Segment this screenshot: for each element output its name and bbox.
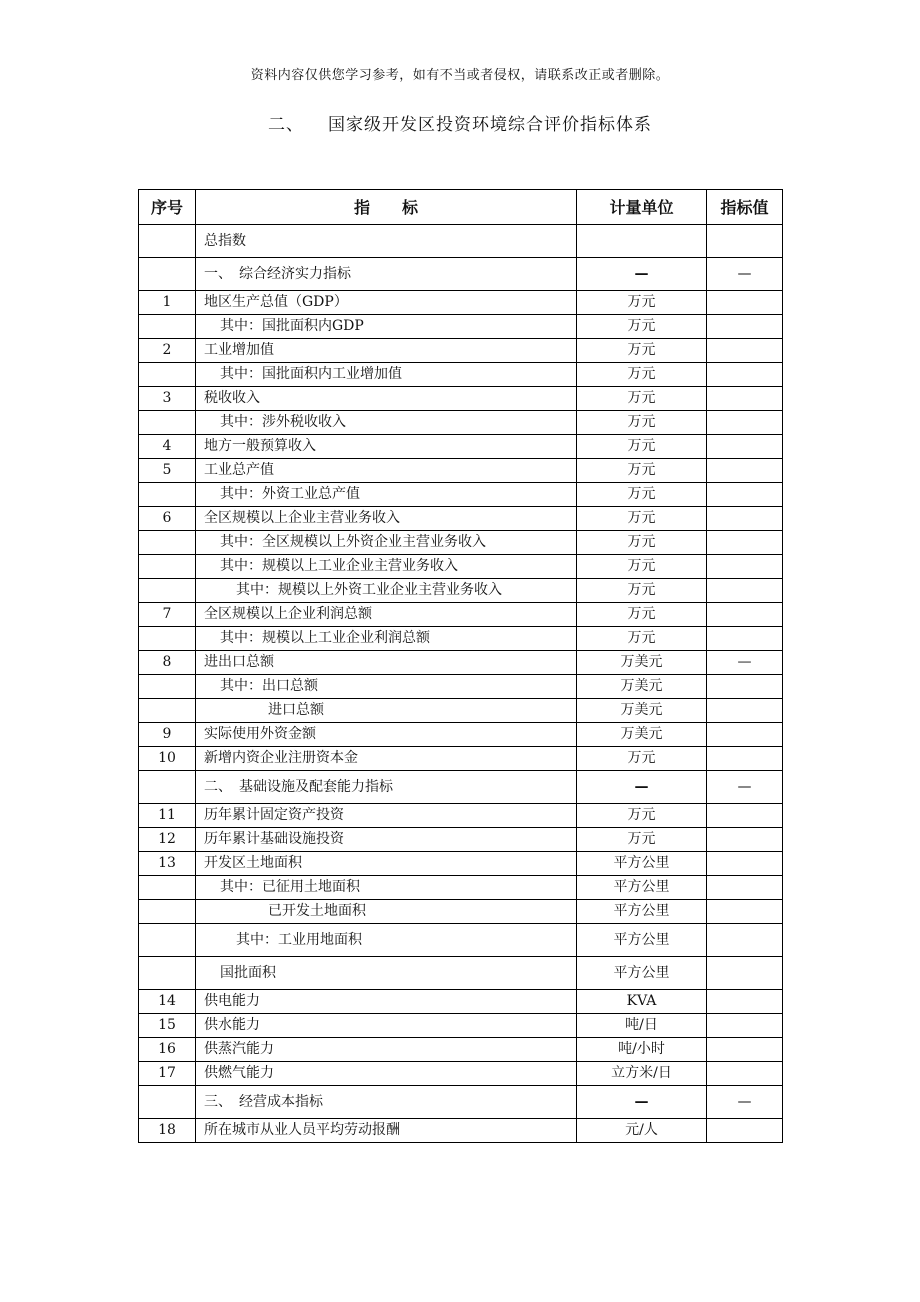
- table-row: [139, 1062, 783, 1086]
- row-unit: 万美元: [577, 699, 707, 723]
- row-value: [707, 483, 783, 507]
- row-indicator: 二、 基础设施及配套能力指标: [196, 771, 577, 804]
- row-indicator: 其中：规模以上工业企业利润总额: [196, 627, 577, 651]
- row-unit: 万元: [577, 411, 707, 435]
- row-indicator: 工业总产值: [196, 459, 577, 483]
- row-serial: 8: [139, 651, 196, 675]
- row-indicator: 全区规模以上企业主营业务收入: [196, 507, 577, 531]
- table-row: [139, 651, 783, 675]
- row-indicator: 地方一般预算收入: [196, 435, 577, 459]
- row-value: [707, 387, 783, 411]
- row-indicator: 其中：涉外税收收入: [196, 411, 577, 435]
- total-index-row: [139, 225, 783, 258]
- table-row: [139, 507, 783, 531]
- row-serial: [139, 924, 196, 957]
- table-row: [139, 411, 783, 435]
- row-value: [707, 957, 783, 990]
- row-indicator: 税收收入: [196, 387, 577, 411]
- table-row: [139, 627, 783, 651]
- row-serial: 16: [139, 1038, 196, 1062]
- row-serial: 4: [139, 435, 196, 459]
- row-indicator: 进出口总额: [196, 651, 577, 675]
- row-value: —: [707, 771, 783, 804]
- table-row: [139, 315, 783, 339]
- row-serial: [139, 315, 196, 339]
- row-serial: [139, 699, 196, 723]
- row-value: [707, 924, 783, 957]
- row-serial: 5: [139, 459, 196, 483]
- row-indicator: 供燃气能力: [196, 1062, 577, 1086]
- row-indicator: 三、 经营成本指标: [196, 1086, 577, 1119]
- table-row: [139, 852, 783, 876]
- row-unit: 万元: [577, 483, 707, 507]
- row-unit: 万元: [577, 804, 707, 828]
- row-serial: 1: [139, 291, 196, 315]
- row-unit: 万元: [577, 555, 707, 579]
- row-serial: [139, 1086, 196, 1119]
- row-unit: 万元: [577, 435, 707, 459]
- row-unit: 万元: [577, 315, 707, 339]
- row-unit: 万元: [577, 507, 707, 531]
- row-value: [707, 435, 783, 459]
- table-row: [139, 804, 783, 828]
- row-serial: [139, 483, 196, 507]
- row-value: [707, 291, 783, 315]
- row-unit: 万元: [577, 627, 707, 651]
- header-indicator: 指 标: [196, 190, 577, 225]
- row-indicator: 其中：外资工业总产值: [196, 483, 577, 507]
- row-indicator: 其中：规模以上外资工业企业主营业务收入: [196, 579, 577, 603]
- table-row: [139, 483, 783, 507]
- row-serial: 7: [139, 603, 196, 627]
- row-serial: [139, 555, 196, 579]
- row-value: [707, 876, 783, 900]
- row-unit: 平方公里: [577, 900, 707, 924]
- row-serial: [139, 957, 196, 990]
- total-index-label: 总指数: [196, 225, 577, 258]
- row-value: [707, 1038, 783, 1062]
- row-value: [707, 675, 783, 699]
- row-indicator: 历年累计固定资产投资: [196, 804, 577, 828]
- row-indicator: 新增内资企业注册资本金: [196, 747, 577, 771]
- row-unit: —: [577, 1086, 707, 1119]
- row-serial: 18: [139, 1119, 196, 1143]
- table-row: [139, 387, 783, 411]
- row-unit: 万元: [577, 828, 707, 852]
- table-header-row: [139, 190, 783, 225]
- table-row: [139, 435, 783, 459]
- table-row: [139, 747, 783, 771]
- row-value: [707, 363, 783, 387]
- row-indicator: 其中：国批面积内GDP: [196, 315, 577, 339]
- table-row: [139, 291, 783, 315]
- row-serial: 10: [139, 747, 196, 771]
- row-serial: 3: [139, 387, 196, 411]
- section-row: [139, 771, 783, 804]
- row-indicator: 所在城市从业人员平均劳动报酬: [196, 1119, 577, 1143]
- row-indicator: 其中：工业用地面积: [196, 924, 577, 957]
- table-row: [139, 723, 783, 747]
- row-indicator: 开发区土地面积: [196, 852, 577, 876]
- row-value: [707, 315, 783, 339]
- row-unit: 万元: [577, 387, 707, 411]
- table-cell: [577, 225, 707, 258]
- row-unit: 平方公里: [577, 957, 707, 990]
- row-serial: 14: [139, 990, 196, 1014]
- row-unit: 万元: [577, 603, 707, 627]
- table-row: [139, 876, 783, 900]
- row-value: [707, 603, 783, 627]
- row-serial: 2: [139, 339, 196, 363]
- row-value: [707, 1119, 783, 1143]
- row-unit: 万元: [577, 459, 707, 483]
- row-unit: KVA: [577, 990, 707, 1014]
- row-value: [707, 828, 783, 852]
- disclaimer-notice: 资料内容仅供您学习参考，如有不当或者侵权，请联系改正或者删除。: [250, 68, 670, 83]
- row-serial: 11: [139, 804, 196, 828]
- table-row: [139, 957, 783, 990]
- page-title: [0, 110, 920, 135]
- row-indicator: 供水能力: [196, 1014, 577, 1038]
- row-value: [707, 747, 783, 771]
- row-unit: 平方公里: [577, 924, 707, 957]
- row-indicator: 其中：出口总额: [196, 675, 577, 699]
- row-serial: 6: [139, 507, 196, 531]
- row-serial: [139, 531, 196, 555]
- table-row: [139, 828, 783, 852]
- row-serial: [139, 411, 196, 435]
- header-value: 指标值: [707, 190, 783, 225]
- table-row: [139, 1038, 783, 1062]
- row-value: [707, 459, 783, 483]
- row-indicator: 其中：规模以上工业企业主营业务收入: [196, 555, 577, 579]
- row-indicator: 供蒸汽能力: [196, 1038, 577, 1062]
- table-row: [139, 531, 783, 555]
- row-indicator: 已开发土地面积: [196, 900, 577, 924]
- row-value: [707, 339, 783, 363]
- row-unit: —: [577, 771, 707, 804]
- row-unit: 万美元: [577, 675, 707, 699]
- row-value: [707, 555, 783, 579]
- table-row: [139, 699, 783, 723]
- header-serial: 序号: [139, 190, 196, 225]
- table-row: [139, 924, 783, 957]
- row-unit: 元/人: [577, 1119, 707, 1143]
- row-value: [707, 411, 783, 435]
- row-serial: 17: [139, 1062, 196, 1086]
- row-unit: 万元: [577, 747, 707, 771]
- row-unit: 吨/日: [577, 1014, 707, 1038]
- title-text: 国家级开发区投资环境综合评价指标体系: [328, 115, 652, 135]
- row-value: [707, 723, 783, 747]
- row-indicator: 国批面积: [196, 957, 577, 990]
- row-unit: 万元: [577, 339, 707, 363]
- row-unit: 立方米/日: [577, 1062, 707, 1086]
- row-unit: 万元: [577, 579, 707, 603]
- row-indicator: 地区生产总值（GDP）: [196, 291, 577, 315]
- row-unit: 万元: [577, 291, 707, 315]
- row-value: [707, 852, 783, 876]
- row-indicator: 其中：国批面积内工业增加值: [196, 363, 577, 387]
- row-value: —: [707, 651, 783, 675]
- section-row: [139, 1086, 783, 1119]
- table-cell: [139, 225, 196, 258]
- row-indicator: 供电能力: [196, 990, 577, 1014]
- row-value: [707, 579, 783, 603]
- table-body: [139, 225, 783, 1143]
- row-serial: [139, 900, 196, 924]
- indicator-table: [138, 189, 783, 1143]
- row-value: [707, 507, 783, 531]
- table-row: [139, 579, 783, 603]
- row-indicator: 全区规模以上企业利润总额: [196, 603, 577, 627]
- table-row: [139, 1119, 783, 1143]
- table-row: [139, 603, 783, 627]
- row-serial: [139, 258, 196, 291]
- row-serial: [139, 363, 196, 387]
- table-row: [139, 900, 783, 924]
- row-indicator: 一、 综合经济实力指标: [196, 258, 577, 291]
- row-indicator: 其中：全区规模以上外资企业主营业务收入: [196, 531, 577, 555]
- row-unit: —: [577, 258, 707, 291]
- row-indicator: 历年累计基础设施投资: [196, 828, 577, 852]
- row-value: [707, 627, 783, 651]
- row-serial: 12: [139, 828, 196, 852]
- row-serial: [139, 675, 196, 699]
- row-indicator: 其中：已征用土地面积: [196, 876, 577, 900]
- table-row: [139, 990, 783, 1014]
- row-indicator: 工业增加值: [196, 339, 577, 363]
- row-value: [707, 1062, 783, 1086]
- table-row: [139, 555, 783, 579]
- row-serial: [139, 876, 196, 900]
- row-value: [707, 990, 783, 1014]
- row-serial: 15: [139, 1014, 196, 1038]
- row-serial: [139, 627, 196, 651]
- title-number: 二、: [268, 115, 304, 135]
- row-unit: 吨/小时: [577, 1038, 707, 1062]
- row-serial: 9: [139, 723, 196, 747]
- row-indicator: 进口总额: [196, 699, 577, 723]
- table-row: [139, 675, 783, 699]
- row-value: [707, 531, 783, 555]
- row-value: [707, 804, 783, 828]
- section-row: [139, 258, 783, 291]
- row-unit: 平方公里: [577, 876, 707, 900]
- table-row: [139, 363, 783, 387]
- row-value: [707, 900, 783, 924]
- table-row: [139, 459, 783, 483]
- row-serial: 13: [139, 852, 196, 876]
- row-value: [707, 699, 783, 723]
- row-unit: 万美元: [577, 723, 707, 747]
- row-indicator: 实际使用外资金额: [196, 723, 577, 747]
- row-value: —: [707, 258, 783, 291]
- table-cell: [707, 225, 783, 258]
- row-unit: 万元: [577, 531, 707, 555]
- table-row: [139, 1014, 783, 1038]
- row-serial: [139, 579, 196, 603]
- header-unit: 计量单位: [577, 190, 707, 225]
- row-serial: [139, 771, 196, 804]
- row-value: [707, 1014, 783, 1038]
- row-value: —: [707, 1086, 783, 1119]
- row-unit: 万元: [577, 363, 707, 387]
- row-unit: 万美元: [577, 651, 707, 675]
- row-unit: 平方公里: [577, 852, 707, 876]
- table-row: [139, 339, 783, 363]
